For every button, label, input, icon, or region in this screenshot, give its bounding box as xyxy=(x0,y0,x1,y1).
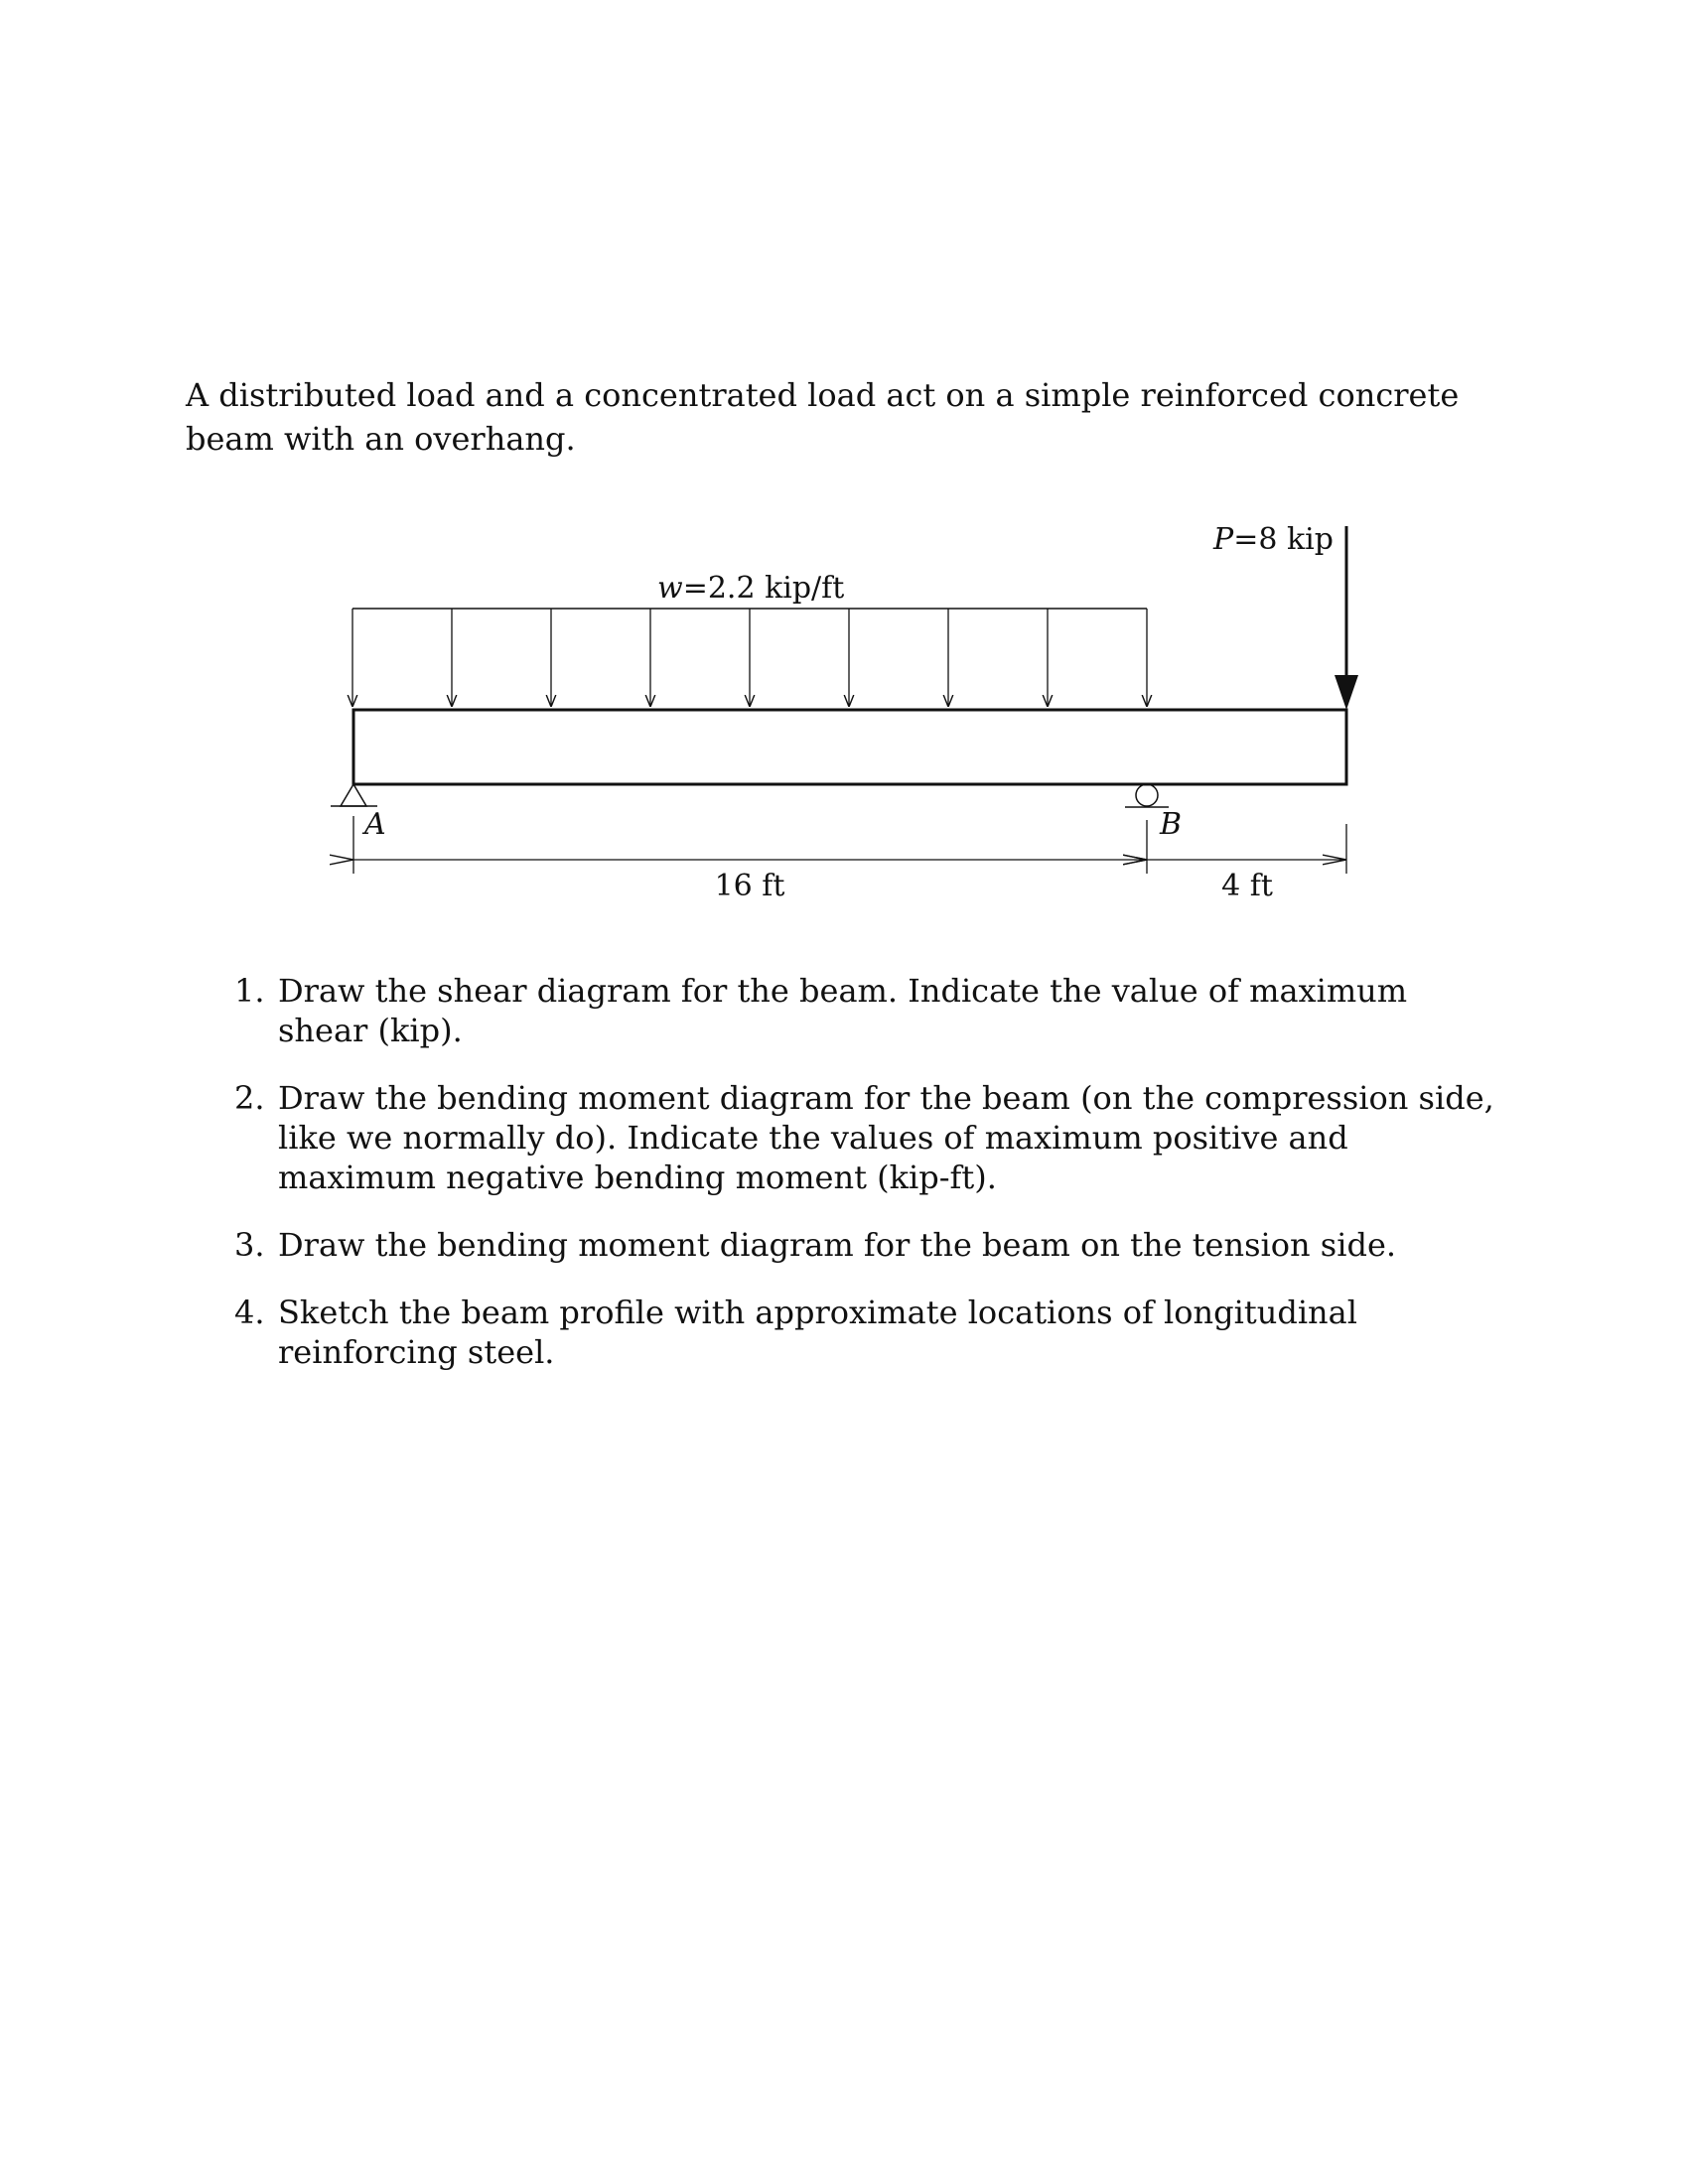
question-text: Sketch the beam profile with approximate locations of longitudinal reinforcing steel. xyxy=(278,1294,1357,1371)
distributed-load-var: w xyxy=(657,571,683,606)
question-text: Draw the shear diagram for the beam. Indicate the value of maximum shear (kip). xyxy=(278,972,1408,1049)
question-item xyxy=(234,1225,1495,1265)
span-dimension-label: 16 ft xyxy=(714,869,785,903)
point-load-value: =8 kip xyxy=(1233,522,1334,557)
dimension-lines xyxy=(353,816,1346,874)
question-list xyxy=(234,971,1495,1400)
point-load-arrowhead xyxy=(1335,675,1358,710)
question-number: 1. xyxy=(234,972,265,1010)
question-number: 4. xyxy=(234,1294,265,1331)
question-text: Draw the bending moment diagram for the beam on the tension side. xyxy=(278,1226,1397,1264)
question-number: 3. xyxy=(234,1226,265,1264)
support-b-label: B xyxy=(1160,807,1183,842)
question-text: Draw the bending moment diagram for the beam (on the compression side, like we normally do). Indicate the values of maximum positive and maximum negative bending moment (kip-ft). xyxy=(278,1079,1494,1196)
problem-intro: A distributed load and a concentrated load act on a simple reinforced concrete beam with an overhang. xyxy=(186,376,1460,458)
roller-support-b xyxy=(1125,784,1169,807)
point-load-label xyxy=(1212,522,1334,557)
question-item xyxy=(234,1293,1495,1372)
support-a-label: A xyxy=(364,807,386,842)
pin-support-a xyxy=(331,784,377,806)
question-number: 2. xyxy=(234,1079,265,1117)
distributed-load-value: =2.2 kip/ft xyxy=(682,571,845,606)
distributed-load xyxy=(352,609,1147,707)
overhang-dimension-label: 4 ft xyxy=(1221,869,1273,903)
question-item xyxy=(234,971,1495,1050)
question-item xyxy=(234,1078,1495,1197)
beam xyxy=(353,710,1346,784)
point-load-var: P xyxy=(1213,522,1234,557)
distributed-load-label xyxy=(657,571,844,606)
